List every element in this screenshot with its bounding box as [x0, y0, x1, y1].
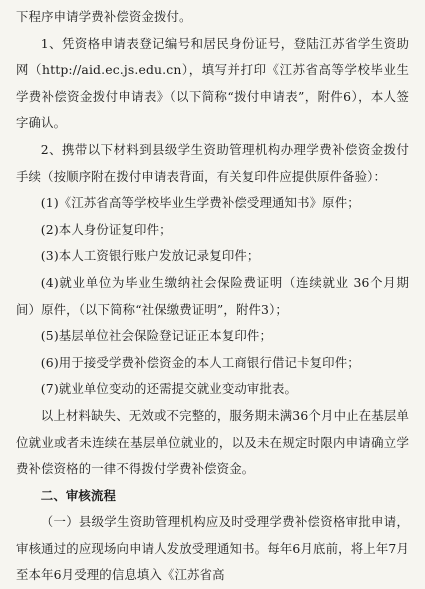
- material-item-5: (5)基层单位社会保险登记证正本复印件；: [40, 328, 272, 344]
- material-item-7: (7)就业单位变动的还需提交就业变动审批表。: [40, 381, 298, 397]
- material-item-6: (6)用于接受学费补偿资金的本人工商银行借记卡复印件；: [40, 354, 360, 370]
- section-title-review-process: 二、审核流程: [40, 487, 117, 503]
- material-item-1: (1)《江苏省高等学校毕业生学费补偿受理通知书》原件；: [40, 195, 360, 211]
- material-item-4: (4)就业单位为毕业生缴纳社会保险费证明（连续就业 36个月期间）原件，（以下简称“社保缴费证明”，附件3）；: [16, 274, 409, 317]
- material-item-2: (2)本人身份证复印件；: [40, 221, 172, 237]
- review-paragraph-1: [16, 509, 409, 589]
- step-2-paragraph: 2、携带以下材料到县级学生资助管理机构办理学费补偿资金拨付手续（按顺序附在拨付申请表背面，有关复印件应提供原件备验）：: [16, 141, 409, 184]
- missing-materials-note: 以上材料缺失、无效或不完整的，服务期未满36个月中止在基层单位就业或者未连续在基层单位就业的，以及未在规定时限内申请确立学费补偿资格的一律不得拨付学费补偿资金。: [16, 407, 409, 477]
- paragraph-number: （一）: [40, 514, 79, 530]
- intro-tail-text: 下程序申请学费补偿资金拨付。: [16, 9, 192, 24]
- step-1-paragraph: 1、凭资格申请表登记编号和居民身份证号，登陆江苏省学生资助网（http://aid.ec.js.edu.cn），填写并打印《江苏省高等学校毕业生学费补偿资金拨付申请表》（以下简称“拨付申请表”，附件6），本人签字确认。: [16, 35, 409, 131]
- material-item-3: (3)本人工资银行账户发放记录复印件；: [40, 248, 260, 264]
- review-paragraph-1-text: 县级学生资助管理机构应及时受理学费补偿资格审批申请，审核通过的应现场向申请人发放受理通知书。每年6月底前，将上年7月至本年6月受理的信息填入《江苏省高: [16, 514, 409, 583]
